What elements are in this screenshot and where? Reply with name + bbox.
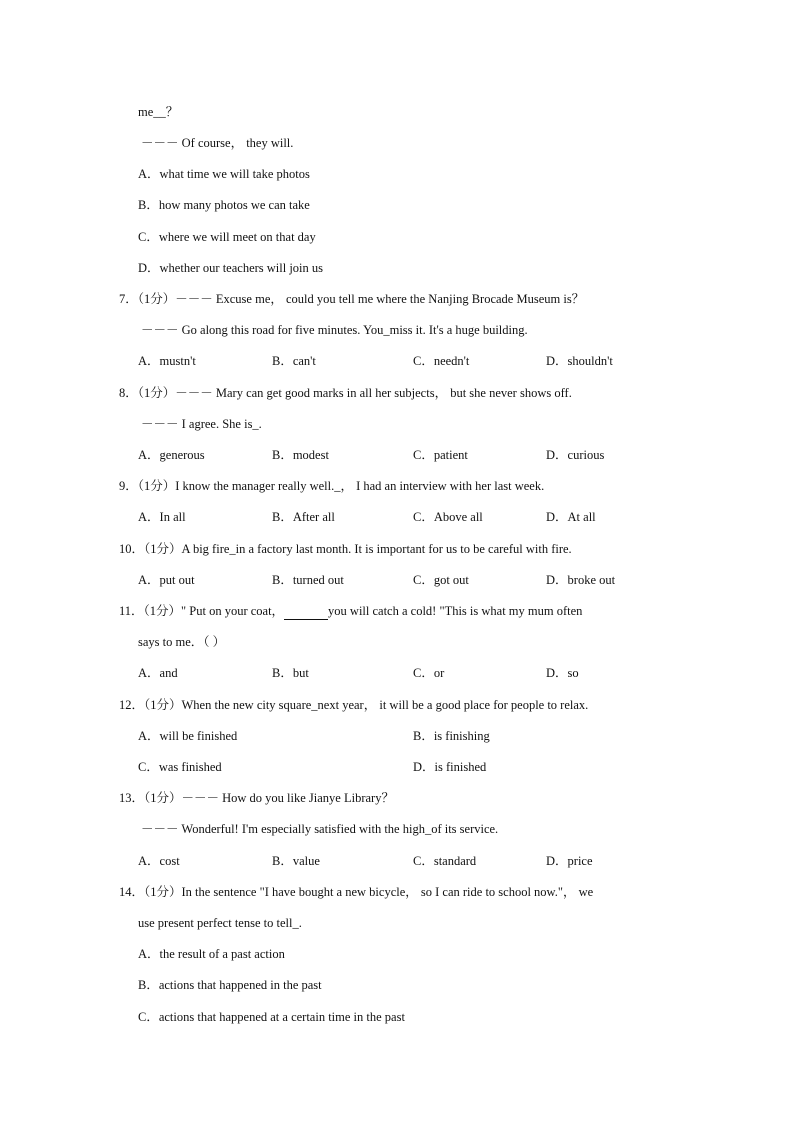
q6-stem-end: me__？ — [138, 105, 179, 119]
q12-stem: 12．（1分）When the new city square_next year， it will be a good place for people to relax. — [119, 698, 589, 712]
q8-option-d[interactable]: D．curious — [546, 448, 605, 462]
q12-option-c[interactable]: C．was finished — [138, 760, 222, 774]
q14-stem: 14．（1分）In the sentence "I have bought a new bicycle， so I can ride to school now."， we — [119, 885, 594, 899]
q11-answer-blank — [284, 603, 328, 620]
q11-stem-part1: 11．（1分）" Put on your coat， — [119, 604, 285, 618]
q14-option-b[interactable]: B．actions that happened in the past — [138, 978, 322, 992]
q8-option-a[interactable]: A．generous — [138, 448, 205, 462]
q6-option-a[interactable]: A．what time we will take photos — [138, 167, 310, 181]
q14-option-c[interactable]: C．actions that happened at a certain time in the past — [138, 1010, 405, 1024]
q13-option-c[interactable]: C．standard — [413, 854, 477, 868]
q11-option-d[interactable]: D．so — [546, 666, 579, 680]
q9-option-d[interactable]: D．At all — [546, 510, 596, 524]
q8-reply: －－－ I agree. She is_. — [141, 417, 262, 431]
q7-option-a[interactable]: A．mustn't — [138, 354, 196, 368]
q6-reply: －－－ Of course， they will. — [141, 136, 294, 150]
q10-option-c[interactable]: C．got out — [413, 573, 469, 587]
q8-option-c[interactable]: C．patient — [413, 448, 468, 462]
q9-option-c[interactable]: C．Above all — [413, 510, 483, 524]
q7-option-c[interactable]: C．needn't — [413, 354, 470, 368]
q11-option-b[interactable]: B．but — [272, 666, 309, 680]
q11-stem — [119, 603, 582, 620]
q13-reply: －－－ Wonderful! I'm especially satisfied with the high_of its service. — [141, 822, 499, 836]
q8-option-b[interactable]: B．modest — [272, 448, 329, 462]
q10-stem: 10．（1分）A big fire_in a factory last month. It is important for us to be careful with fire. — [119, 542, 572, 556]
q9-stem: 9．（1分）I know the manager really well._， I had an interview with her last week. — [119, 479, 545, 493]
q12-option-d[interactable]: D．is finished — [413, 760, 487, 774]
q12-option-a[interactable]: A．will be finished — [138, 729, 238, 743]
q6-option-d[interactable]: D．whether our teachers will join us — [138, 261, 324, 275]
q11-stem-part2: you will catch a cold! "This is what my mum often — [328, 604, 583, 618]
q13-option-b[interactable]: B．value — [272, 854, 320, 868]
q7-option-d[interactable]: D．shouldn't — [546, 354, 613, 368]
q11-stem-line2: says to me．（ ） — [138, 635, 226, 649]
q13-option-d[interactable]: D．price — [546, 854, 593, 868]
q10-option-b[interactable]: B．turned out — [272, 573, 344, 587]
q14-stem-line2: use present perfect tense to tell_. — [138, 916, 302, 930]
q11-option-c[interactable]: C．or — [413, 666, 445, 680]
q11-option-a[interactable]: A．and — [138, 666, 178, 680]
q7-stem: 7．（1分）－－－ Excuse me， could you tell me where the Nanjing Brocade Museum is？ — [119, 292, 585, 306]
q13-option-a[interactable]: A．cost — [138, 854, 180, 868]
q12-option-b[interactable]: B．is finishing — [413, 729, 490, 743]
q13-stem: 13．（1分）－－－ How do you like Jianye Library？ — [119, 791, 394, 805]
q10-option-a[interactable]: A．put out — [138, 573, 195, 587]
q9-option-a[interactable]: A．In all — [138, 510, 186, 524]
q14-option-a[interactable]: A．the result of a past action — [138, 947, 285, 961]
q9-option-b[interactable]: B．After all — [272, 510, 335, 524]
q10-option-d[interactable]: D．broke out — [546, 573, 616, 587]
q6-option-c[interactable]: C．where we will meet on that day — [138, 230, 316, 244]
q7-option-b[interactable]: B．can't — [272, 354, 316, 368]
q7-reply: －－－ Go along this road for five minutes. You_miss it. It's a huge building. — [141, 323, 528, 337]
q6-option-b[interactable]: B．how many photos we can take — [138, 198, 310, 212]
q8-stem: 8．（1分）－－－ Mary can get good marks in all her subjects， but she never shows off. — [119, 386, 572, 400]
